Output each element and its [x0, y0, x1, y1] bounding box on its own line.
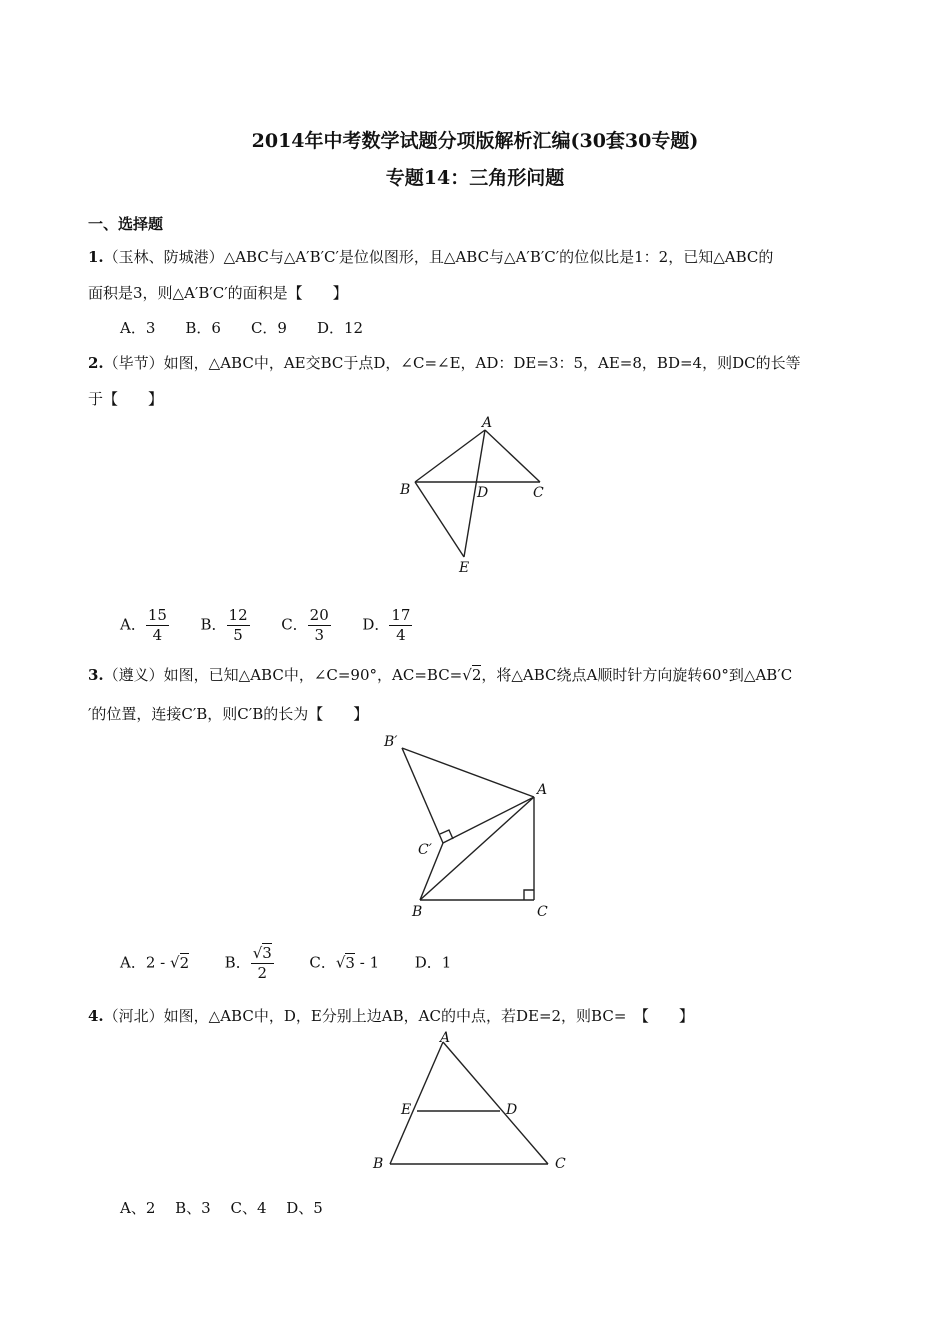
segment-bp-a: [402, 748, 534, 797]
right-angle-mark-c: [524, 890, 534, 900]
right-angle-mark-cp: [440, 830, 453, 839]
segment-ac: [485, 430, 540, 482]
option-c-label: C．: [281, 615, 308, 634]
rotation-figure-q3: [372, 730, 572, 922]
option-d: D．1: [414, 953, 452, 972]
document-title: 2014年中考数学试题分项版解析汇编(30套30专题): [251, 130, 699, 152]
label-c: C: [537, 904, 548, 920]
option-c-fraction: $\frac{20}{3}$: [309, 606, 329, 644]
segment-ab: [390, 1042, 443, 1164]
segment-bp-cp: [402, 748, 443, 843]
segment-cp-a: [443, 797, 534, 843]
label-a: A: [440, 1030, 451, 1046]
document-subtitle: 专题14：三角形问题: [385, 167, 565, 189]
option-a-sqrt: √2: [170, 953, 190, 972]
question-text: （遵义）如图，已知△ABC中，∠C=90°，AC=BC=: [103, 666, 463, 684]
question-1: [88, 246, 773, 267]
option-c-label: C．: [309, 953, 336, 972]
label-b-prime: B′: [384, 734, 398, 750]
label-c: C: [533, 485, 544, 501]
question-2: [88, 352, 801, 373]
question-text: （河北）如图，△ABC中，D，E分别上边AB，AC的中点，若DE=2，则BC= 【 】: [103, 1007, 694, 1025]
option-c-sqrt: √3: [335, 953, 355, 972]
question-number: 4.: [88, 1007, 104, 1025]
segment-be: [415, 482, 464, 557]
option-a-label: A．: [120, 615, 146, 634]
segment-b-a: [420, 797, 534, 900]
midline-figure-q4: [365, 1030, 575, 1175]
option-a-value: 2 -: [145, 953, 170, 972]
triangle-figure-q2: [385, 412, 575, 582]
question-4: [88, 1005, 694, 1026]
label-a: A: [482, 415, 493, 431]
question-number: 2.: [88, 354, 104, 372]
question-number: 3.: [88, 666, 104, 684]
option-a-label: A．: [120, 953, 146, 972]
option-a-fraction: $\frac{15}{4}$: [147, 606, 167, 644]
option-d-label: D．: [362, 615, 390, 634]
label-b: B: [412, 904, 423, 920]
label-b: B: [400, 482, 411, 498]
option-b-label: B．: [224, 953, 251, 972]
question-3-line2: ′的位置，连接C′B，则C′B的长为【 】: [88, 705, 369, 723]
label-a: A: [537, 782, 548, 798]
question-2-line2: 于【 】: [88, 390, 164, 408]
question-3: [88, 664, 792, 685]
option-c-value: - 1: [354, 953, 380, 972]
label-c-prime: C′: [418, 842, 432, 858]
question-1-options: A．3 B．6 C．9 D．12: [120, 319, 364, 337]
question-number: 1.: [88, 248, 104, 266]
option-b-fraction: $\frac{12}{5}$: [228, 606, 248, 644]
question-text: （毕节）如图，△ABC中，AE交BC于点D，∠C=∠E，AD：DE=3：5，AE=8，BD=4，则DC的长等: [103, 354, 801, 372]
sqrt-expression: √2: [462, 666, 482, 684]
label-e: E: [401, 1102, 412, 1118]
label-c: C: [555, 1156, 566, 1172]
label-b: B: [373, 1156, 384, 1172]
question-text: （玉林、防城港）△ABC与△A′B′C′是位似图形，且△ABC与△A′B′C′的位似比是1：2，已知△ABC的: [103, 248, 774, 266]
label-e: E: [459, 560, 470, 576]
label-d: D: [477, 485, 489, 501]
option-b-fraction: $\frac{√3}{2}$: [252, 944, 272, 982]
question-text-cont: ，将△ABC绕点A顺时针方向旋转60°到△AB′C: [481, 666, 793, 684]
question-2-options: [120, 606, 412, 645]
section-heading: 一、选择题: [88, 215, 164, 233]
segment-ac: [443, 1042, 548, 1164]
label-d: D: [506, 1102, 518, 1118]
option-b-label: B．: [200, 615, 227, 634]
question-3-options: [120, 944, 451, 983]
segment-ab: [415, 430, 485, 482]
option-d-fraction: $\frac{17}{4}$: [391, 606, 411, 644]
question-4-options: A、2 B、3 C、4 D、5: [120, 1199, 323, 1217]
question-1-line2: 面积是3，则△A′B′C′的面积是【 】: [88, 284, 348, 302]
